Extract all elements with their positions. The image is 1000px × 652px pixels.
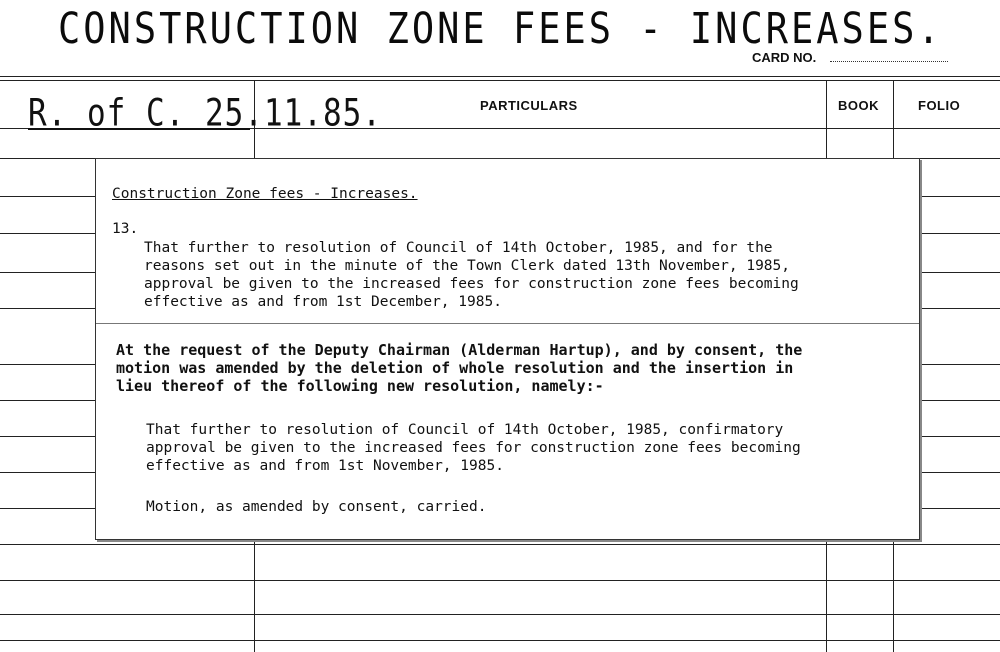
card-number-label: CARD NO. [752, 50, 817, 65]
resolution-line: approval be given to the increased fees for construction zone fees becoming [144, 276, 799, 292]
motion-outcome: Motion, as amended by consent, carried. [146, 499, 487, 515]
amendment-line: At the request of the Deputy Chairman (Alderman Hartup), and by consent, the [116, 341, 803, 359]
pasted-minute-slip [95, 158, 920, 540]
resolution-text [144, 239, 799, 311]
card-number-line [830, 61, 948, 62]
book-header: BOOK [838, 98, 879, 113]
ruled-line [0, 544, 1000, 545]
header-top-rule [0, 76, 1000, 77]
item-number: 13. [112, 221, 139, 237]
new-resolution-line: approval be given to the increased fees for construction zone fees becoming [146, 440, 801, 456]
ruled-line [0, 580, 1000, 581]
particulars-header: PARTICULARS [480, 98, 578, 113]
card-title: CONSTRUCTION ZONE FEES - INCREASES. [58, 4, 943, 54]
slip-divider [96, 323, 919, 324]
amendment-line: motion was amended by the deletion of whole resolution and the insertion in [116, 359, 794, 377]
ruled-line [0, 640, 1000, 641]
amendment-line: lieu thereof of the following new resolution, namely:- [116, 377, 604, 395]
amendment-text [116, 341, 802, 395]
new-resolution-line: effective as and from 1st November, 1985. [146, 458, 504, 474]
minute-heading: Construction Zone fees - Increases. [112, 186, 418, 202]
new-resolution-text [146, 421, 801, 475]
folio-header: FOLIO [918, 98, 961, 113]
resolution-line: reasons set out in the minute of the Town Clerk dated 13th November, 1985, [144, 258, 791, 274]
ruled-line [0, 614, 1000, 615]
handwritten-reference: R. of C. 25.11.85. [28, 92, 382, 136]
reference-underline [28, 128, 250, 130]
header-top-rule-2 [0, 80, 1000, 81]
new-resolution-line: That further to resolution of Council of 14th October, 1985, confirmatory [146, 422, 784, 438]
resolution-line: That further to resolution of Council of 14th October, 1985, and for the [144, 240, 773, 256]
resolution-line: effective as and from 1st December, 1985. [144, 294, 502, 310]
